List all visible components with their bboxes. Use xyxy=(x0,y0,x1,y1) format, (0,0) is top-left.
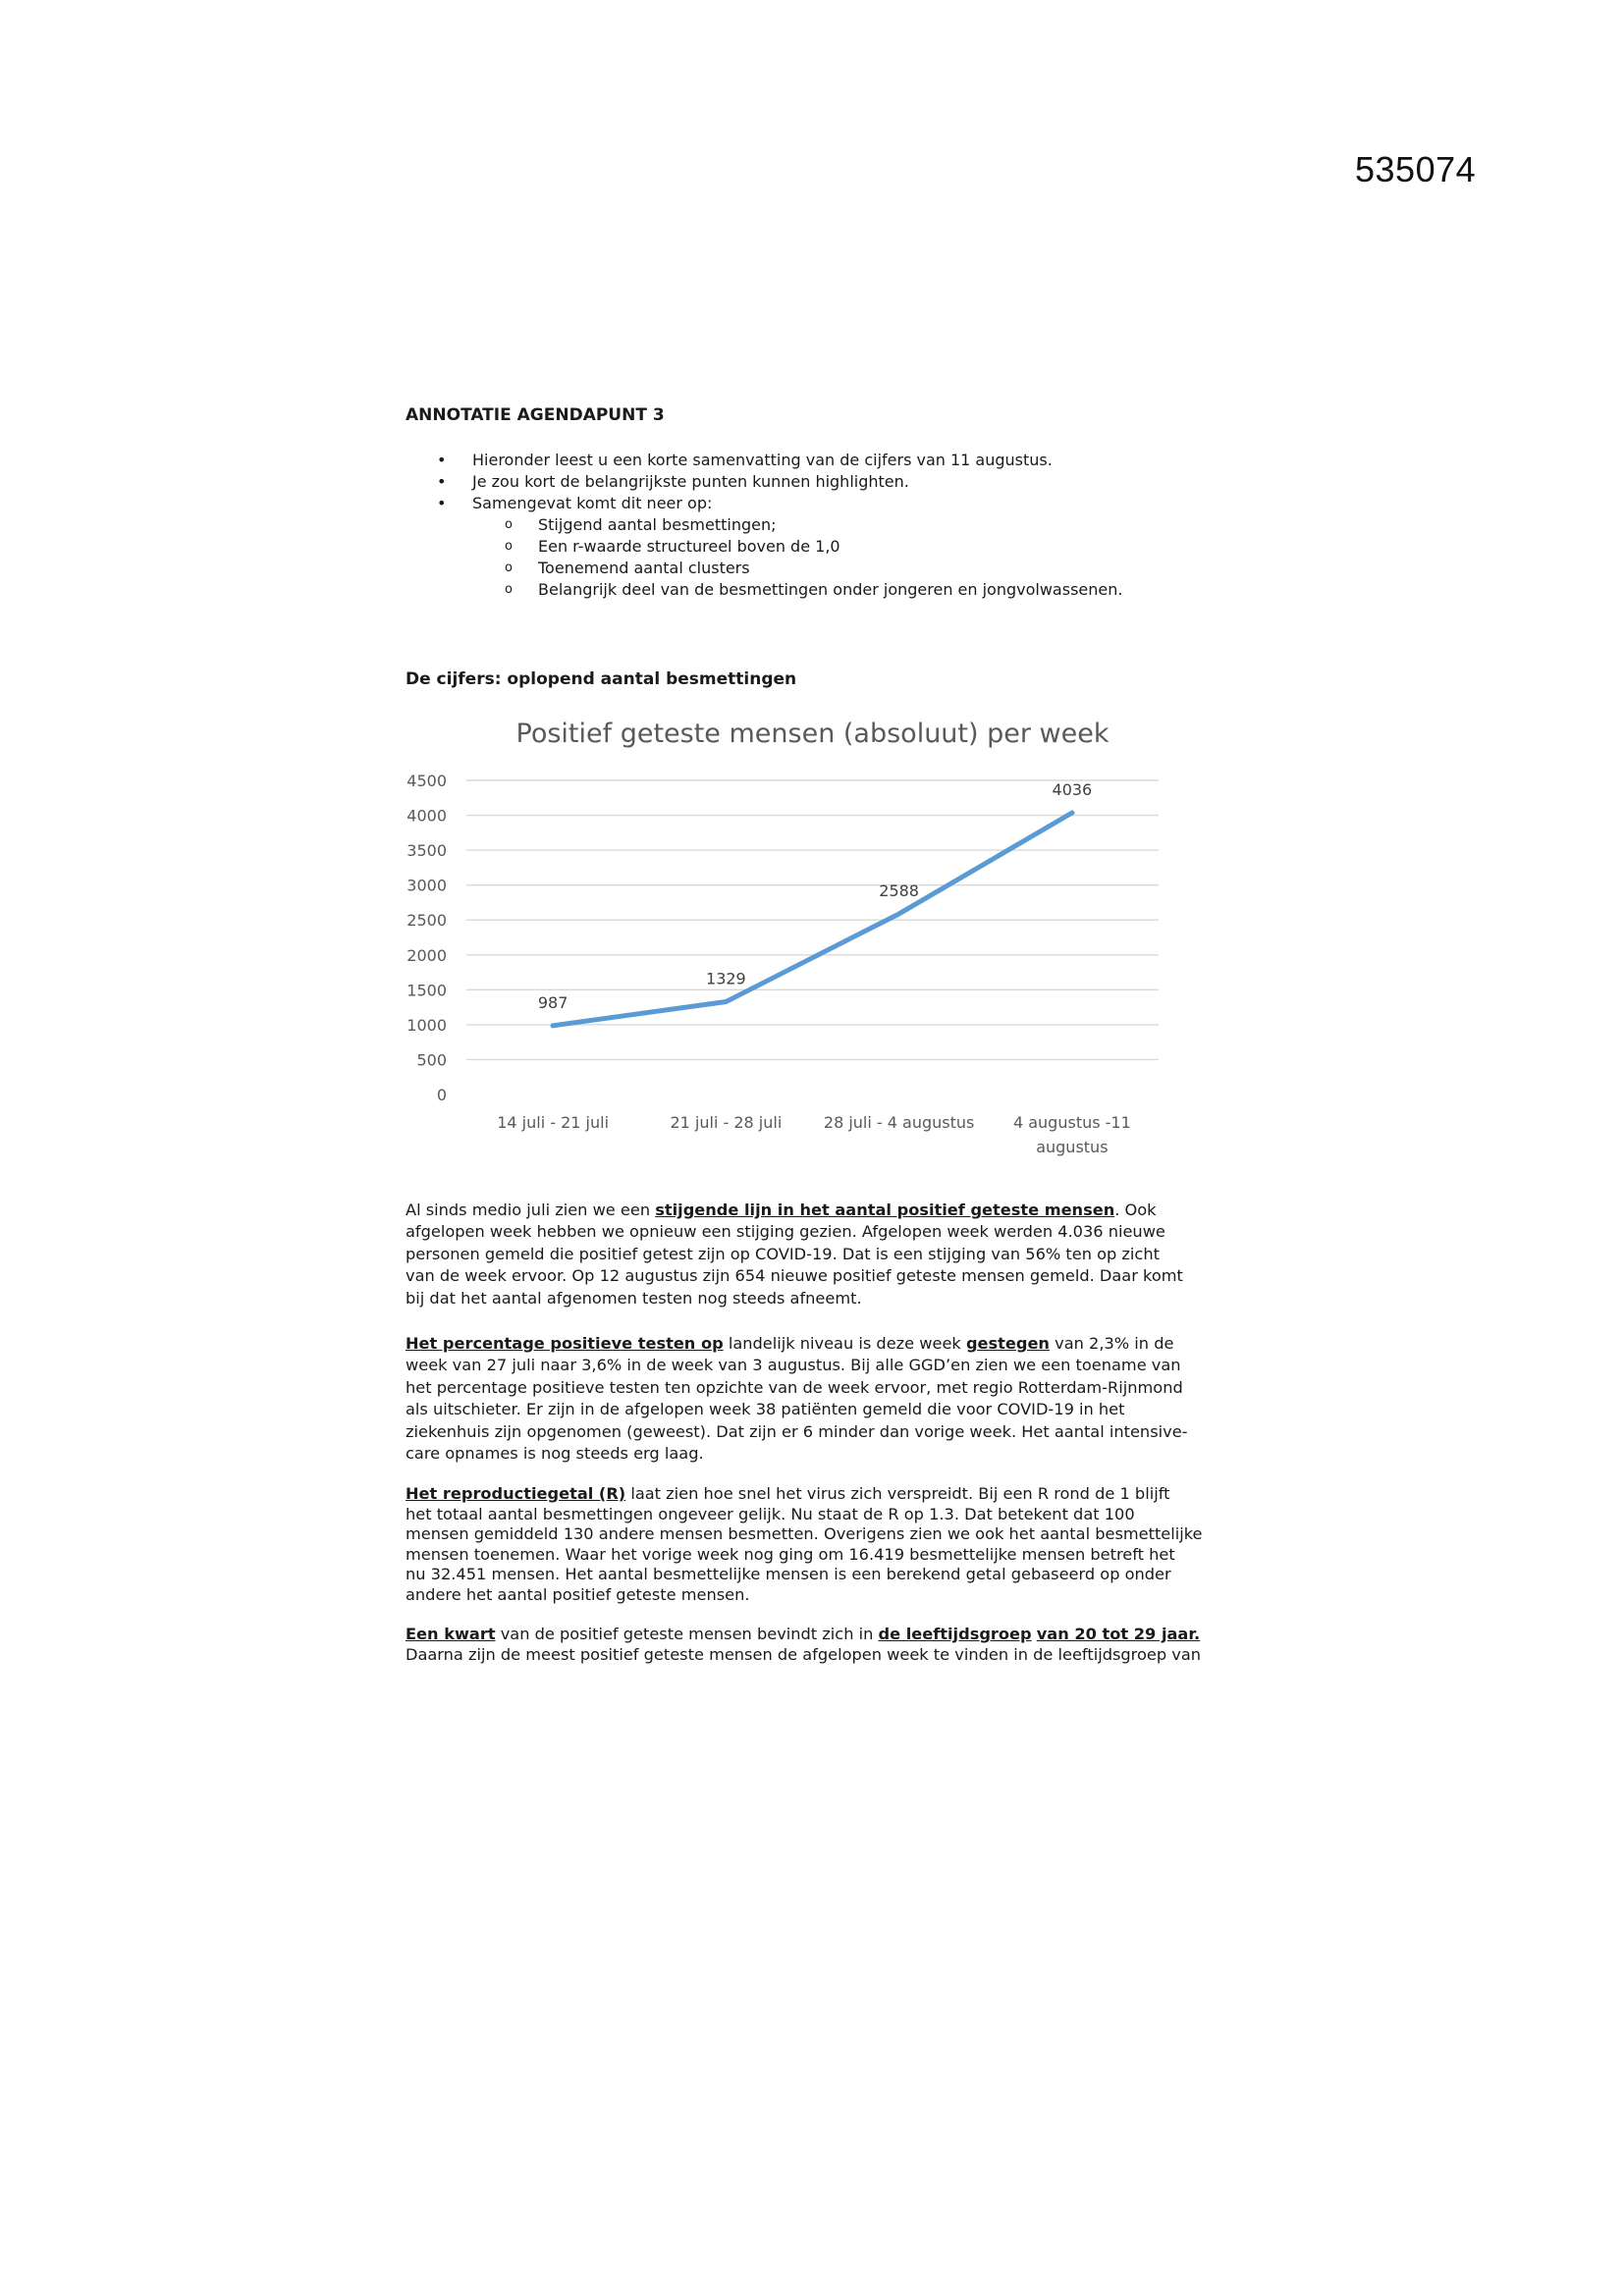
y-tick-label: 3500 xyxy=(406,841,447,861)
underlined-emphasis: de leeftijdsgroep xyxy=(878,1625,1032,1643)
summary-bullet-list xyxy=(406,450,1240,601)
paragraph-line: het percentage positieve testen ten opzichte van de week ervoor, met regio Rotterdam-Rijnmond xyxy=(406,1377,1183,1397)
line-chart xyxy=(393,707,1178,1168)
text-run: laat zien hoe snel het virus zich verspreidt. Bij een R rond de 1 blijft xyxy=(625,1484,1170,1503)
bullet-item xyxy=(406,471,1240,493)
paragraph-line: het totaal aantal besmettingen ongeveer gelijk. Nu staat de R op 1.3. Dat betekent dat 100 xyxy=(406,1504,1135,1523)
paragraph-line: andere het aantal positief geteste mensen. xyxy=(406,1584,750,1604)
paragraph-age-group xyxy=(406,1625,1240,1665)
series-line xyxy=(553,813,1072,1026)
bullet-text: Samengevat komt dit neer op: xyxy=(472,494,713,512)
bullet-text: Hieronder leest u een korte samenvatting van de cijfers van 11 augustus. xyxy=(472,451,1053,469)
paragraph-line xyxy=(406,1333,1240,1355)
document-number: 535074 xyxy=(1355,149,1477,189)
data-point xyxy=(1069,810,1074,815)
bullet-marker: • xyxy=(437,451,447,469)
paragraph-line: afgelopen week hebben we opnieuw een stijging gezien. Afgelopen week werden 4.036 nieuwe xyxy=(406,1222,1165,1242)
sub-bullet-marker: o xyxy=(505,561,513,575)
underlined-emphasis: Het percentage positieve testen op xyxy=(406,1334,724,1353)
y-tick-label: 4500 xyxy=(406,772,447,790)
sub-bullet-item xyxy=(406,514,1240,536)
line-chart-svg xyxy=(393,707,1178,1168)
y-tick-label: 4000 xyxy=(406,806,447,826)
sub-bullet-item xyxy=(406,558,1240,579)
paragraph-line xyxy=(406,1484,1240,1505)
x-tick-label: 28 juli - 4 augustus xyxy=(823,1113,975,1132)
paragraph-line: als uitschieter. Er zijn in de afgelopen week 38 patiënten gemeld die voor COVID-19 in het xyxy=(406,1400,1125,1419)
agenda-heading: ANNOTATIE AGENDAPUNT 3 xyxy=(406,405,665,425)
data-label: 987 xyxy=(537,992,568,1012)
underlined-emphasis: van 20 tot 29 jaar. xyxy=(1036,1625,1201,1643)
text-run: van de positief geteste mensen bevindt zich in xyxy=(495,1625,879,1643)
sub-bullet-text: Een r-waarde structureel boven de 1,0 xyxy=(538,537,840,556)
sub-bullet-marker: o xyxy=(505,582,513,597)
paragraph-line xyxy=(406,1625,1240,1645)
data-point xyxy=(724,999,729,1004)
paragraph-line: mensen gemiddeld 130 andere mensen besmetten. Overigens zien we ook het aantal besmettelijke xyxy=(406,1524,1203,1543)
data-label: 4036 xyxy=(1052,779,1093,799)
underlined-emphasis: Een kwart xyxy=(406,1625,496,1643)
paragraph-line: van de week ervoor. Op 12 augustus zijn 654 nieuwe positief geteste mensen gemeld. Daar komt xyxy=(406,1266,1183,1286)
text-run: landelijk niveau is deze week xyxy=(723,1334,966,1353)
paragraph-trend xyxy=(406,1200,1240,1309)
y-tick-label: 500 xyxy=(416,1050,447,1070)
figures-subheading: De cijfers: oplopend aantal besmettingen xyxy=(406,669,797,689)
y-tick-label: 1000 xyxy=(406,1015,447,1035)
paragraph-line: mensen toenemen. Waar het vorige week nog ging om 16.419 besmettelijke mensen betreft het xyxy=(406,1544,1175,1564)
paragraph-line: ziekenhuis zijn opgenomen (geweest). Dat zijn er 6 minder dan vorige week. Het aantal intensive- xyxy=(406,1421,1188,1441)
paragraph-line: bij dat het aantal afgenomen testen nog steeds afneemt. xyxy=(406,1288,862,1308)
x-tick-label: 14 juli - 21 juli xyxy=(497,1113,610,1132)
underlined-emphasis: Het reproductiegetal (R) xyxy=(406,1484,626,1503)
paragraph-line: Daarna zijn de meest positief geteste mensen de afgelopen week te vinden in de leeftijdsgroep van xyxy=(406,1644,1202,1664)
chart-title: Positief geteste mensen (absoluut) per week xyxy=(515,719,1110,749)
data-label: 2588 xyxy=(879,881,919,900)
sub-bullet-text: Toenemend aantal clusters xyxy=(538,559,750,577)
bullet-text: Je zou kort de belangrijkste punten kunnen highlighten. xyxy=(472,472,909,491)
y-tick-label: 2500 xyxy=(406,911,447,931)
paragraph-reproduction xyxy=(406,1484,1240,1605)
paragraph-line xyxy=(406,1200,1240,1221)
sub-bullet-marker: o xyxy=(505,517,513,532)
sub-bullet-text: Stijgend aantal besmettingen; xyxy=(538,515,777,534)
underlined-emphasis: gestegen xyxy=(965,1334,1050,1353)
bullet-marker: • xyxy=(437,472,447,491)
x-tick-label: 4 augustus -11 xyxy=(1012,1113,1131,1132)
sub-bullet-text: Belangrijk deel van de besmettingen onder jongeren en jongvolwassenen. xyxy=(538,580,1123,599)
text-run: . Ook xyxy=(1114,1201,1157,1219)
y-tick-label: 3000 xyxy=(406,876,447,895)
y-tick-label: 1500 xyxy=(406,981,447,1000)
paragraph-line: nu 32.451 mensen. Het aantal besmettelijke mensen is een berekend getal gebaseerd op onder xyxy=(406,1565,1171,1583)
paragraph-line: personen gemeld die positief getest zijn op COVID-19. Dat is een stijging van 56% ten op zicht xyxy=(406,1244,1160,1263)
text-run: van 2,3% in de xyxy=(1049,1334,1174,1353)
paragraph-line: week van 27 juli naar 3,6% in de week van 3 augustus. Bij alle GGD’en zien we een toename van xyxy=(406,1356,1181,1375)
y-tick-label: 2000 xyxy=(406,945,447,965)
paragraph-line: care opnames is nog steeds erg laag. xyxy=(406,1444,704,1464)
data-point xyxy=(896,911,901,916)
bullet-marker: • xyxy=(437,494,447,512)
x-tick-label: 21 juli - 28 juli xyxy=(670,1113,783,1132)
text-run: Al sinds medio juli zien we een xyxy=(406,1201,656,1219)
data-label: 1329 xyxy=(706,969,746,988)
x-tick-label: augustus xyxy=(1036,1138,1109,1156)
y-tick-label: 0 xyxy=(436,1086,447,1104)
sub-bullet-item xyxy=(406,579,1240,601)
bullet-item xyxy=(406,493,1240,514)
sub-bullet-marker: o xyxy=(505,539,513,554)
paragraph-percentage xyxy=(406,1333,1240,1465)
bullet-item xyxy=(406,450,1240,471)
underlined-emphasis: stijgende lijn in het aantal positief geteste mensen xyxy=(655,1201,1115,1219)
sub-bullet-item xyxy=(406,536,1240,558)
data-point xyxy=(551,1023,556,1028)
